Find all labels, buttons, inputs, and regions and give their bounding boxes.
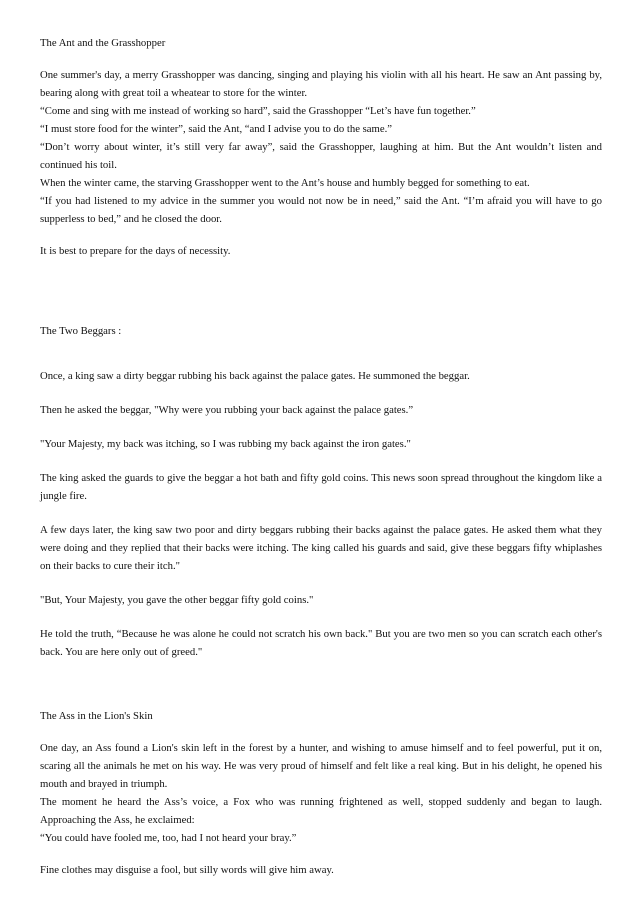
story-moral: Fine clothes may disguise a fool, but silly words will give him away.: [40, 864, 334, 876]
story-title-two-beggars: The Two Beggars :: [40, 325, 122, 337]
paragraph: “Don’t worry about winter, it’s still very far away”, said the Grasshopper, laughing at him. But the Ant wouldn’t listen and continued his toil.: [40, 141, 602, 171]
paragraph: Once, a king saw a dirty beggar rubbing his back against the palace gates. He summoned the beggar.: [40, 370, 470, 382]
document-body: [40, 34, 602, 879]
paragraph: “Come and sing with me instead of working so hard”, said the Grasshopper “Let’s have fun together.”: [40, 105, 476, 117]
paragraph: "Your Majesty, my back was itching, so I was rubbing my back against the iron gates.": [40, 438, 411, 450]
paragraph: A few days later, the king saw two poor and dirty beggars rubbing their backs against the palace gates. He asked them what they were doing and they replied that their backs were itching. The king called his guards and said, give these beggars fifty whiplashes on their backs to cure their itch.": [40, 524, 602, 572]
paragraph: “You could have fooled me, too, had I not heard your bray.”: [40, 832, 297, 844]
paragraph: When the winter came, the starving Grasshopper went to the Ant’s house and humbly begged for something to eat.: [40, 177, 530, 189]
paragraph: He told the truth, “Because he was alone he could not scratch his own back." But you are two men so you can scratch each other's back. You are here only out of greed.": [40, 628, 602, 658]
story-title-ass-lions-skin: The Ass in the Lion's Skin: [40, 710, 153, 722]
paragraph: One summer's day, a merry Grasshopper was dancing, singing and playing his violin with all his heart. He saw an Ant passing by, bearing along with great toil a wheatear to store for the winter.: [40, 69, 602, 99]
paragraph: “If you had listened to my advice in the summer you would not now be in need,” said the Ant. “I’m afraid you will have to go supperless to bed,” and he closed the door.: [40, 195, 602, 225]
paragraph: "But, Your Majesty, you gave the other beggar fifty gold coins.": [40, 594, 314, 606]
paragraph: One day, an Ass found a Lion's skin left in the forest by a hunter, and wishing to amuse himself and to feel powerful, put it on, scaring all the animals he met on his way. He was very proud of himself and felt like a real king. But in his delight, he opened his mouth and brayed in triumph.: [40, 742, 602, 790]
paragraph: “I must store food for the winter”, said the Ant, “and I advise you to do the same.”: [40, 123, 392, 135]
paragraph: The moment he heard the Ass’s voice, a Fox who was running frightened as well, stopped suddenly and began to laugh. Approaching the Ass, he exclaimed:: [40, 796, 602, 826]
paragraph: The king asked the guards to give the beggar a hot bath and fifty gold coins. This news soon spread throughout the kingdom like a jungle fire.: [40, 472, 602, 502]
story-moral: It is best to prepare for the days of necessity.: [40, 245, 231, 257]
story-title-ant-grasshopper: The Ant and the Grasshopper: [40, 37, 166, 49]
paragraph: Then he asked the beggar, "Why were you rubbing your back against the palace gates.”: [40, 404, 414, 416]
